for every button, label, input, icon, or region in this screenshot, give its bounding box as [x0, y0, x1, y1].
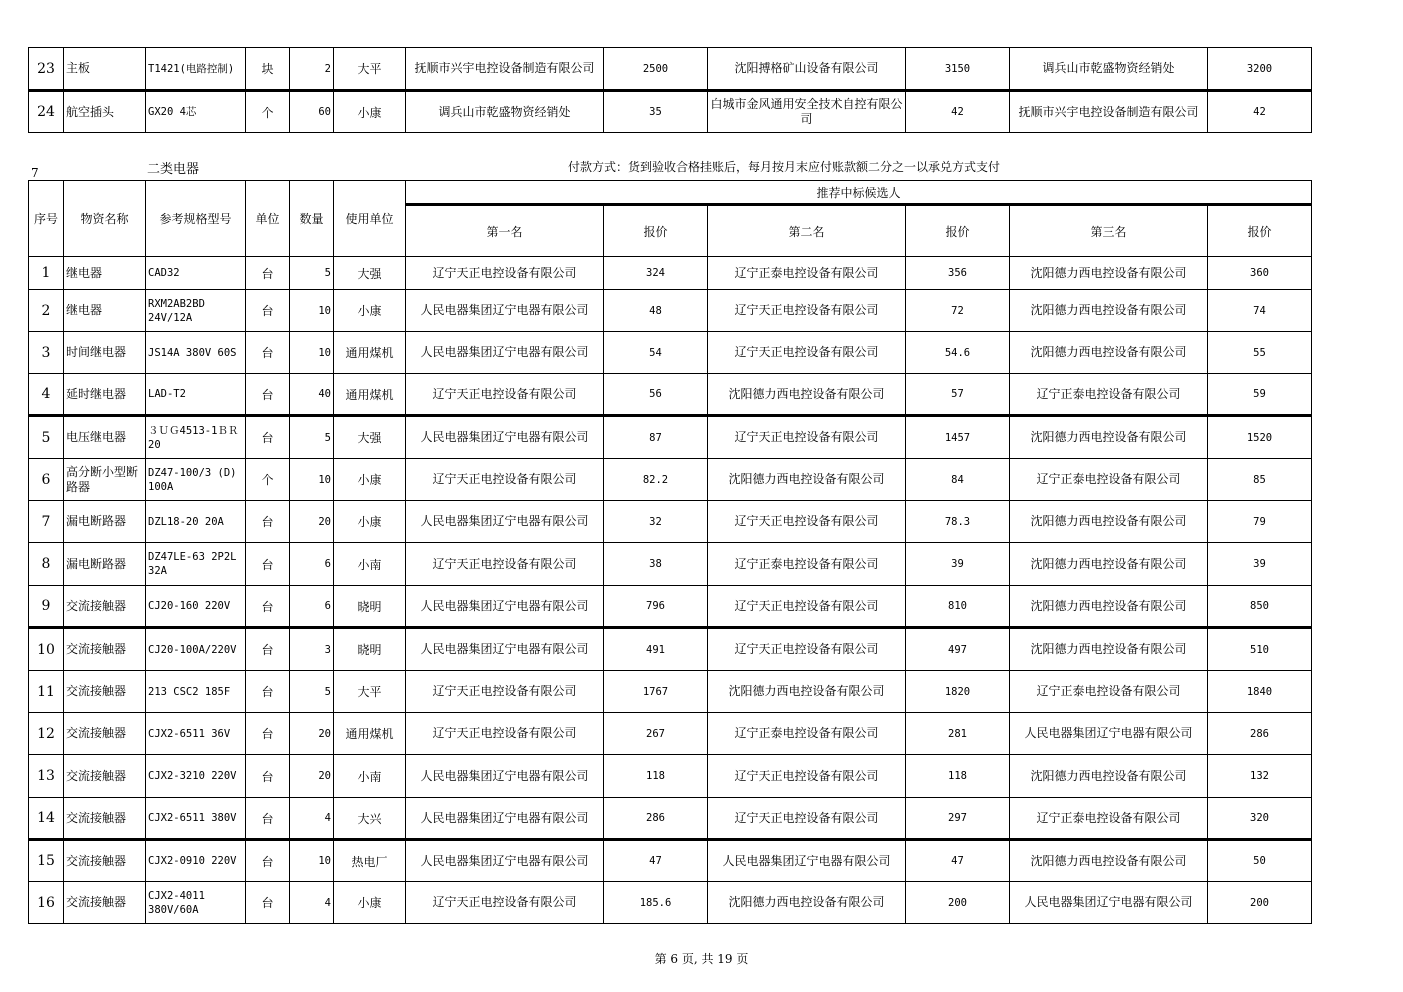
row-unit: 台 — [246, 586, 290, 628]
row-name: 交流接触器 — [64, 671, 146, 713]
row-price-2: 1820 — [906, 671, 1010, 713]
row-user: 小康 — [334, 290, 406, 332]
row-third-candidate: 沈阳德力西电控设备有限公司 — [1010, 628, 1208, 671]
row-user: 大强 — [334, 257, 406, 290]
table-row — [29, 840, 1312, 882]
row-qty: 4 — [290, 882, 334, 924]
row-price-3: 79 — [1208, 501, 1312, 543]
row-unit: 个 — [246, 91, 290, 133]
row-seq: 16 — [29, 882, 64, 924]
row-first-candidate: 辽宁天正电控设备有限公司 — [406, 713, 604, 755]
row-seq: 4 — [29, 374, 64, 416]
row-first-candidate: 辽宁天正电控设备有限公司 — [406, 671, 604, 713]
row-second-candidate: 人民电器集团辽宁电器有限公司 — [708, 840, 906, 882]
row-price-1: 185.6 — [604, 882, 708, 924]
row-third-candidate: 人民电器集团辽宁电器有限公司 — [1010, 713, 1208, 755]
row-name: 延时继电器 — [64, 374, 146, 416]
row-unit: 个 — [246, 459, 290, 501]
row-qty: 60 — [290, 91, 334, 133]
row-spec: RXM2AB2BD 24V/12A — [146, 290, 246, 332]
header-price-2: 报价 — [906, 205, 1010, 257]
row-user: 大平 — [334, 48, 406, 91]
row-third-candidate: 辽宁正泰电控设备有限公司 — [1010, 671, 1208, 713]
row-price-3: 55 — [1208, 332, 1312, 374]
row-price-3: 85 — [1208, 459, 1312, 501]
row-first-candidate: 辽宁天正电控设备有限公司 — [406, 257, 604, 290]
row-first-candidate: 人民电器集团辽宁电器有限公司 — [406, 501, 604, 543]
row-seq: 15 — [29, 840, 64, 882]
row-second-candidate: 沈阳德力西电控设备有限公司 — [708, 459, 906, 501]
row-seq: 7 — [29, 501, 64, 543]
row-spec: JS14A 380V 60S — [146, 332, 246, 374]
row-qty: 10 — [290, 459, 334, 501]
row-third-candidate: 沈阳德力西电控设备有限公司 — [1010, 840, 1208, 882]
row-third-candidate: 辽宁正泰电控设备有限公司 — [1010, 374, 1208, 416]
row-qty: 2 — [290, 48, 334, 91]
row-price-3: 3200 — [1208, 48, 1312, 91]
table-row — [29, 755, 1312, 798]
row-price-2: 39 — [906, 543, 1010, 586]
row-qty: 20 — [290, 713, 334, 755]
row-second-candidate: 辽宁正泰电控设备有限公司 — [708, 713, 906, 755]
row-qty: 10 — [290, 332, 334, 374]
row-first-candidate: 人民电器集团辽宁电器有限公司 — [406, 586, 604, 628]
row-third-candidate: 沈阳德力西电控设备有限公司 — [1010, 543, 1208, 586]
row-price-3: 74 — [1208, 290, 1312, 332]
row-price-2: 1457 — [906, 416, 1010, 459]
row-price-2: 356 — [906, 257, 1010, 290]
row-second-candidate: 辽宁天正电控设备有限公司 — [708, 798, 906, 840]
row-first-candidate: 抚顺市兴宇电控设备制造有限公司 — [406, 48, 604, 91]
row-spec: CJ20-100A/220V — [146, 628, 246, 671]
row-price-1: 47 — [604, 840, 708, 882]
row-first-candidate: 人民电器集团辽宁电器有限公司 — [406, 755, 604, 798]
row-user: 通用煤机 — [334, 374, 406, 416]
table-row — [29, 586, 1312, 628]
row-name: 航空插头 — [64, 91, 146, 133]
row-price-3: 39 — [1208, 543, 1312, 586]
row-user: 晓明 — [334, 628, 406, 671]
row-spec: CJX2-6511 36V — [146, 713, 246, 755]
row-second-candidate: 辽宁天正电控设备有限公司 — [708, 290, 906, 332]
row-price-1: 491 — [604, 628, 708, 671]
row-qty: 4 — [290, 798, 334, 840]
row-name: 交流接触器 — [64, 798, 146, 840]
row-qty: 20 — [290, 755, 334, 798]
row-second-candidate: 辽宁天正电控设备有限公司 — [708, 755, 906, 798]
header-unit: 单位 — [246, 181, 290, 257]
row-price-1: 2500 — [604, 48, 708, 91]
row-seq: 13 — [29, 755, 64, 798]
row-second-candidate: 辽宁天正电控设备有限公司 — [708, 416, 906, 459]
row-price-3: 200 — [1208, 882, 1312, 924]
row-spec: DZ47-100/3 (D) 100A — [146, 459, 246, 501]
row-name: 时间继电器 — [64, 332, 146, 374]
row-unit: 台 — [246, 882, 290, 924]
row-qty: 10 — [290, 840, 334, 882]
row-price-1: 82.2 — [604, 459, 708, 501]
table-row — [29, 501, 1312, 543]
row-user: 大强 — [334, 416, 406, 459]
row-user: 热电厂 — [334, 840, 406, 882]
row-price-3: 1520 — [1208, 416, 1312, 459]
header-seq: 序号 — [29, 181, 64, 257]
row-second-candidate: 辽宁天正电控设备有限公司 — [708, 332, 906, 374]
row-price-2: 54.6 — [906, 332, 1010, 374]
header-second: 第二名 — [708, 205, 906, 257]
row-price-1: 38 — [604, 543, 708, 586]
row-price-3: 1840 — [1208, 671, 1312, 713]
row-spec: LAD-T2 — [146, 374, 246, 416]
header-third: 第三名 — [1010, 205, 1208, 257]
row-spec: CJX2-3210 220V — [146, 755, 246, 798]
row-unit: 台 — [246, 290, 290, 332]
row-seq: 23 — [29, 48, 64, 91]
row-user: 小康 — [334, 882, 406, 924]
row-second-candidate: 辽宁天正电控设备有限公司 — [708, 628, 906, 671]
row-first-candidate: 人民电器集团辽宁电器有限公司 — [406, 290, 604, 332]
row-price-2: 78.3 — [906, 501, 1010, 543]
row-price-1: 118 — [604, 755, 708, 798]
row-name: 交流接触器 — [64, 755, 146, 798]
table-row — [29, 882, 1312, 924]
row-price-3: 42 — [1208, 91, 1312, 133]
table-row — [29, 798, 1312, 840]
row-third-candidate: 沈阳德力西电控设备有限公司 — [1010, 501, 1208, 543]
row-price-3: 320 — [1208, 798, 1312, 840]
row-name: 电压继电器 — [64, 416, 146, 459]
bid-table — [28, 180, 1312, 924]
row-first-candidate: 辽宁天正电控设备有限公司 — [406, 374, 604, 416]
row-second-candidate: 沈阳德力西电控设备有限公司 — [708, 882, 906, 924]
row-second-candidate: 沈阳德力西电控设备有限公司 — [708, 671, 906, 713]
header-price-1: 报价 — [604, 205, 708, 257]
row-price-3: 510 — [1208, 628, 1312, 671]
row-price-1: 32 — [604, 501, 708, 543]
row-third-candidate: 沈阳德力西电控设备有限公司 — [1010, 332, 1208, 374]
row-price-2: 497 — [906, 628, 1010, 671]
table-row — [29, 416, 1312, 459]
row-unit: 台 — [246, 671, 290, 713]
row-spec: CJX2-6511 380V — [146, 798, 246, 840]
row-seq: 2 — [29, 290, 64, 332]
row-price-1: 35 — [604, 91, 708, 133]
row-third-candidate: 沈阳德力西电控设备有限公司 — [1010, 755, 1208, 798]
row-third-candidate: 抚顺市兴宇电控设备制造有限公司 — [1010, 91, 1208, 133]
row-seq: 3 — [29, 332, 64, 374]
header-user: 使用单位 — [334, 181, 406, 257]
header-row-1 — [29, 181, 1312, 205]
row-price-3: 132 — [1208, 755, 1312, 798]
row-second-candidate: 沈阳德力西电控设备有限公司 — [708, 374, 906, 416]
row-price-1: 54 — [604, 332, 708, 374]
row-first-candidate: 人民电器集团辽宁电器有限公司 — [406, 840, 604, 882]
header-qty: 数量 — [290, 181, 334, 257]
header-first: 第一名 — [406, 205, 604, 257]
row-spec: ３ＵＧ4513-1ＢＲ20 — [146, 416, 246, 459]
table-row — [29, 628, 1312, 671]
row-seq: 24 — [29, 91, 64, 133]
row-qty: 5 — [290, 257, 334, 290]
row-spec: CAD32 — [146, 257, 246, 290]
row-unit: 台 — [246, 755, 290, 798]
row-qty: 40 — [290, 374, 334, 416]
section-number: 7 — [31, 166, 39, 180]
table-row — [29, 671, 1312, 713]
row-spec: GX20 4芯 — [146, 91, 246, 133]
row-price-2: 72 — [906, 290, 1010, 332]
header-name: 物资名称 — [64, 181, 146, 257]
row-price-1: 796 — [604, 586, 708, 628]
row-seq: 12 — [29, 713, 64, 755]
row-name: 主板 — [64, 48, 146, 91]
row-unit: 台 — [246, 628, 290, 671]
row-price-2: 84 — [906, 459, 1010, 501]
row-first-candidate: 调兵山市乾盛物资经销处 — [406, 91, 604, 133]
row-second-candidate: 辽宁正泰电控设备有限公司 — [708, 257, 906, 290]
row-second-candidate: 白城市金风通用安全技术自控有限公司 — [708, 91, 906, 133]
row-second-candidate: 辽宁天正电控设备有限公司 — [708, 501, 906, 543]
row-name: 交流接触器 — [64, 882, 146, 924]
table-row — [29, 91, 1312, 133]
row-name: 交流接触器 — [64, 586, 146, 628]
row-unit: 台 — [246, 543, 290, 586]
header-price-3: 报价 — [1208, 205, 1312, 257]
row-qty: 20 — [290, 501, 334, 543]
row-price-2: 42 — [906, 91, 1010, 133]
row-name: 交流接触器 — [64, 628, 146, 671]
row-user: 大兴 — [334, 798, 406, 840]
row-price-1: 48 — [604, 290, 708, 332]
row-unit: 台 — [246, 332, 290, 374]
row-user: 晓明 — [334, 586, 406, 628]
row-qty: 10 — [290, 290, 334, 332]
table-row — [29, 48, 1312, 91]
row-seq: 6 — [29, 459, 64, 501]
row-user: 小南 — [334, 543, 406, 586]
row-unit: 块 — [246, 48, 290, 91]
row-spec: DZL18-20 20A — [146, 501, 246, 543]
row-third-candidate: 辽宁正泰电控设备有限公司 — [1010, 798, 1208, 840]
row-unit: 台 — [246, 257, 290, 290]
header-candidates: 推荐中标候选人 — [406, 181, 1312, 205]
row-qty: 6 — [290, 586, 334, 628]
payment-terms: 付款方式：货到验收合格挂账后，每月按月末应付账款额二分之一以承兑方式支付 — [568, 160, 1001, 174]
row-seq: 11 — [29, 671, 64, 713]
row-seq: 1 — [29, 257, 64, 290]
header-spec: 参考规格型号 — [146, 181, 246, 257]
row-first-candidate: 人民电器集团辽宁电器有限公司 — [406, 628, 604, 671]
row-unit: 台 — [246, 416, 290, 459]
row-unit: 台 — [246, 840, 290, 882]
table-row — [29, 374, 1312, 416]
row-qty: 3 — [290, 628, 334, 671]
row-spec: T1421(电路控制) — [146, 48, 246, 91]
row-unit: 台 — [246, 798, 290, 840]
row-spec: CJX2-4011 380V/60A — [146, 882, 246, 924]
row-price-1: 1767 — [604, 671, 708, 713]
row-price-1: 267 — [604, 713, 708, 755]
row-price-2: 3150 — [906, 48, 1010, 91]
row-name: 交流接触器 — [64, 840, 146, 882]
row-price-2: 118 — [906, 755, 1010, 798]
row-user: 通用煤机 — [334, 713, 406, 755]
row-second-candidate: 辽宁天正电控设备有限公司 — [708, 586, 906, 628]
row-qty: 6 — [290, 543, 334, 586]
row-price-2: 47 — [906, 840, 1010, 882]
row-spec: CJ20-160 220V — [146, 586, 246, 628]
table-row — [29, 332, 1312, 374]
row-first-candidate: 人民电器集团辽宁电器有限公司 — [406, 332, 604, 374]
row-user: 小康 — [334, 459, 406, 501]
row-third-candidate: 调兵山市乾盛物资经销处 — [1010, 48, 1208, 91]
page-footer: 第 6 页, 共 19 页 — [654, 952, 749, 966]
table-row — [29, 290, 1312, 332]
row-third-candidate: 沈阳德力西电控设备有限公司 — [1010, 586, 1208, 628]
row-second-candidate: 沈阳搏格矿山设备有限公司 — [708, 48, 906, 91]
row-first-candidate: 辽宁天正电控设备有限公司 — [406, 882, 604, 924]
row-seq: 14 — [29, 798, 64, 840]
table-row — [29, 543, 1312, 586]
row-spec: CJX2-0910 220V — [146, 840, 246, 882]
row-price-3: 850 — [1208, 586, 1312, 628]
row-third-candidate: 沈阳德力西电控设备有限公司 — [1010, 290, 1208, 332]
row-user: 小南 — [334, 755, 406, 798]
row-price-2: 810 — [906, 586, 1010, 628]
row-second-candidate: 辽宁正泰电控设备有限公司 — [708, 543, 906, 586]
row-price-3: 50 — [1208, 840, 1312, 882]
row-price-2: 57 — [906, 374, 1010, 416]
row-price-1: 87 — [604, 416, 708, 459]
row-name: 漏电断路器 — [64, 501, 146, 543]
table-row — [29, 713, 1312, 755]
row-user: 大平 — [334, 671, 406, 713]
row-first-candidate: 辽宁天正电控设备有限公司 — [406, 543, 604, 586]
row-spec: 213 CSC2 185F — [146, 671, 246, 713]
row-spec: DZ47LE-63 2P2L 32A — [146, 543, 246, 586]
row-price-1: 324 — [604, 257, 708, 290]
section-title: 二类电器 — [147, 162, 200, 177]
row-qty: 5 — [290, 671, 334, 713]
row-name: 高分断小型断路器 — [64, 459, 146, 501]
row-third-candidate: 沈阳德力西电控设备有限公司 — [1010, 257, 1208, 290]
row-price-2: 281 — [906, 713, 1010, 755]
row-price-2: 200 — [906, 882, 1010, 924]
row-price-3: 360 — [1208, 257, 1312, 290]
row-qty: 5 — [290, 416, 334, 459]
row-name: 交流接触器 — [64, 713, 146, 755]
row-unit: 台 — [246, 713, 290, 755]
row-user: 小康 — [334, 501, 406, 543]
row-seq: 9 — [29, 586, 64, 628]
row-price-1: 286 — [604, 798, 708, 840]
table-row — [29, 459, 1312, 501]
row-seq: 10 — [29, 628, 64, 671]
table-row — [29, 257, 1312, 290]
row-price-3: 59 — [1208, 374, 1312, 416]
row-seq: 8 — [29, 543, 64, 586]
row-name: 漏电断路器 — [64, 543, 146, 586]
top-continuation-table — [28, 47, 1312, 133]
row-first-candidate: 人民电器集团辽宁电器有限公司 — [406, 416, 604, 459]
row-first-candidate: 人民电器集团辽宁电器有限公司 — [406, 798, 604, 840]
row-seq: 5 — [29, 416, 64, 459]
row-name: 继电器 — [64, 290, 146, 332]
row-price-2: 297 — [906, 798, 1010, 840]
row-user: 通用煤机 — [334, 332, 406, 374]
row-price-3: 286 — [1208, 713, 1312, 755]
row-unit: 台 — [246, 374, 290, 416]
row-third-candidate: 人民电器集团辽宁电器有限公司 — [1010, 882, 1208, 924]
row-first-candidate: 辽宁天正电控设备有限公司 — [406, 459, 604, 501]
row-third-candidate: 沈阳德力西电控设备有限公司 — [1010, 416, 1208, 459]
row-unit: 台 — [246, 501, 290, 543]
row-price-1: 56 — [604, 374, 708, 416]
row-name: 继电器 — [64, 257, 146, 290]
row-third-candidate: 辽宁正泰电控设备有限公司 — [1010, 459, 1208, 501]
row-user: 小康 — [334, 91, 406, 133]
